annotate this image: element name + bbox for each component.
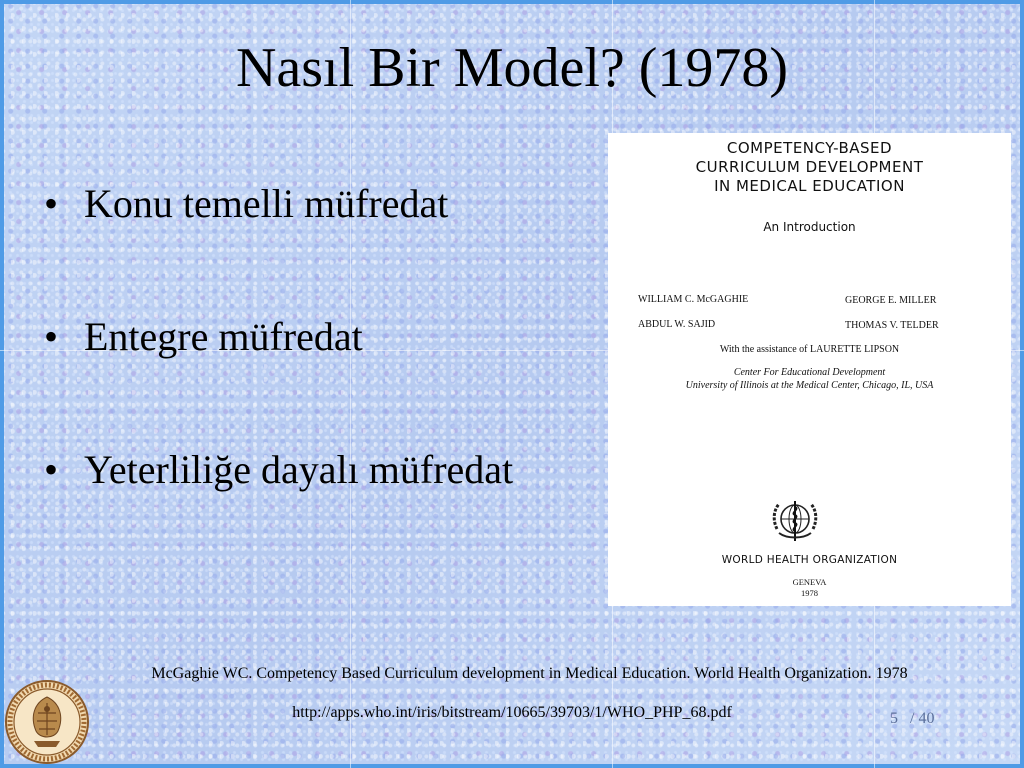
bullet-text: Entegre müfredat [84, 314, 363, 359]
cover-institution-line: Center For Educational Development [733, 367, 886, 378]
bullet-marker: • [44, 314, 59, 359]
cover-author: WILLIAM C. McGAGHIE [638, 294, 749, 305]
cover-author: THOMAS V. TELDER [845, 320, 939, 331]
bullet-text: Yeterliliğe dayalı müfredat [84, 447, 514, 492]
who-emblem-icon [767, 497, 823, 545]
cover-publisher: WORLD HEALTH ORGANIZATION [721, 554, 898, 566]
bullet-marker: • [44, 181, 59, 226]
university-seal-icon [4, 679, 90, 765]
cover-institution-line: University of Illinois at the Medical Center, Chicago, IL, USA [685, 380, 934, 391]
bullet-item [44, 313, 513, 361]
bullet-marker: • [44, 447, 59, 492]
citation-text: McGaghie WC. Competency Based Curriculum development in Medical Education. World Health Organization. 1978 [151, 665, 908, 682]
bullet-text: Konu temelli müfredat [84, 181, 449, 226]
cover-title-line: IN MEDICAL EDUCATION [714, 177, 905, 195]
slide-title: Nasıl Bir Model? (1978) [235, 37, 789, 99]
cover-year: 1978 [801, 588, 818, 598]
cover-title-line: COMPETENCY-BASED [726, 139, 893, 157]
cover-assistance: With the assistance of LAURETTE LIPSON [719, 344, 900, 355]
bullet-list [44, 180, 513, 579]
cover-author: ABDUL W. SAJID [638, 319, 716, 330]
source-url: http://apps.who.int/iris/bitstream/10665/39703/1/WHO_PHP_68.pdf [292, 704, 732, 721]
page-number [890, 710, 934, 728]
book-cover-image [608, 133, 1011, 606]
cover-imprint [608, 577, 1011, 599]
cover-institution [608, 366, 1011, 392]
cover-city: GENEVA [792, 577, 827, 587]
cover-author: GEORGE E. MILLER [845, 295, 937, 306]
bullet-item [44, 446, 513, 494]
cover-title-line: CURRICULUM DEVELOPMENT [695, 158, 924, 176]
page-current: 5 [890, 710, 898, 727]
cover-title [608, 139, 1011, 196]
cover-subtitle: An Introduction [763, 220, 856, 234]
bullet-item [44, 180, 513, 228]
page-total: / 40 [910, 710, 935, 727]
